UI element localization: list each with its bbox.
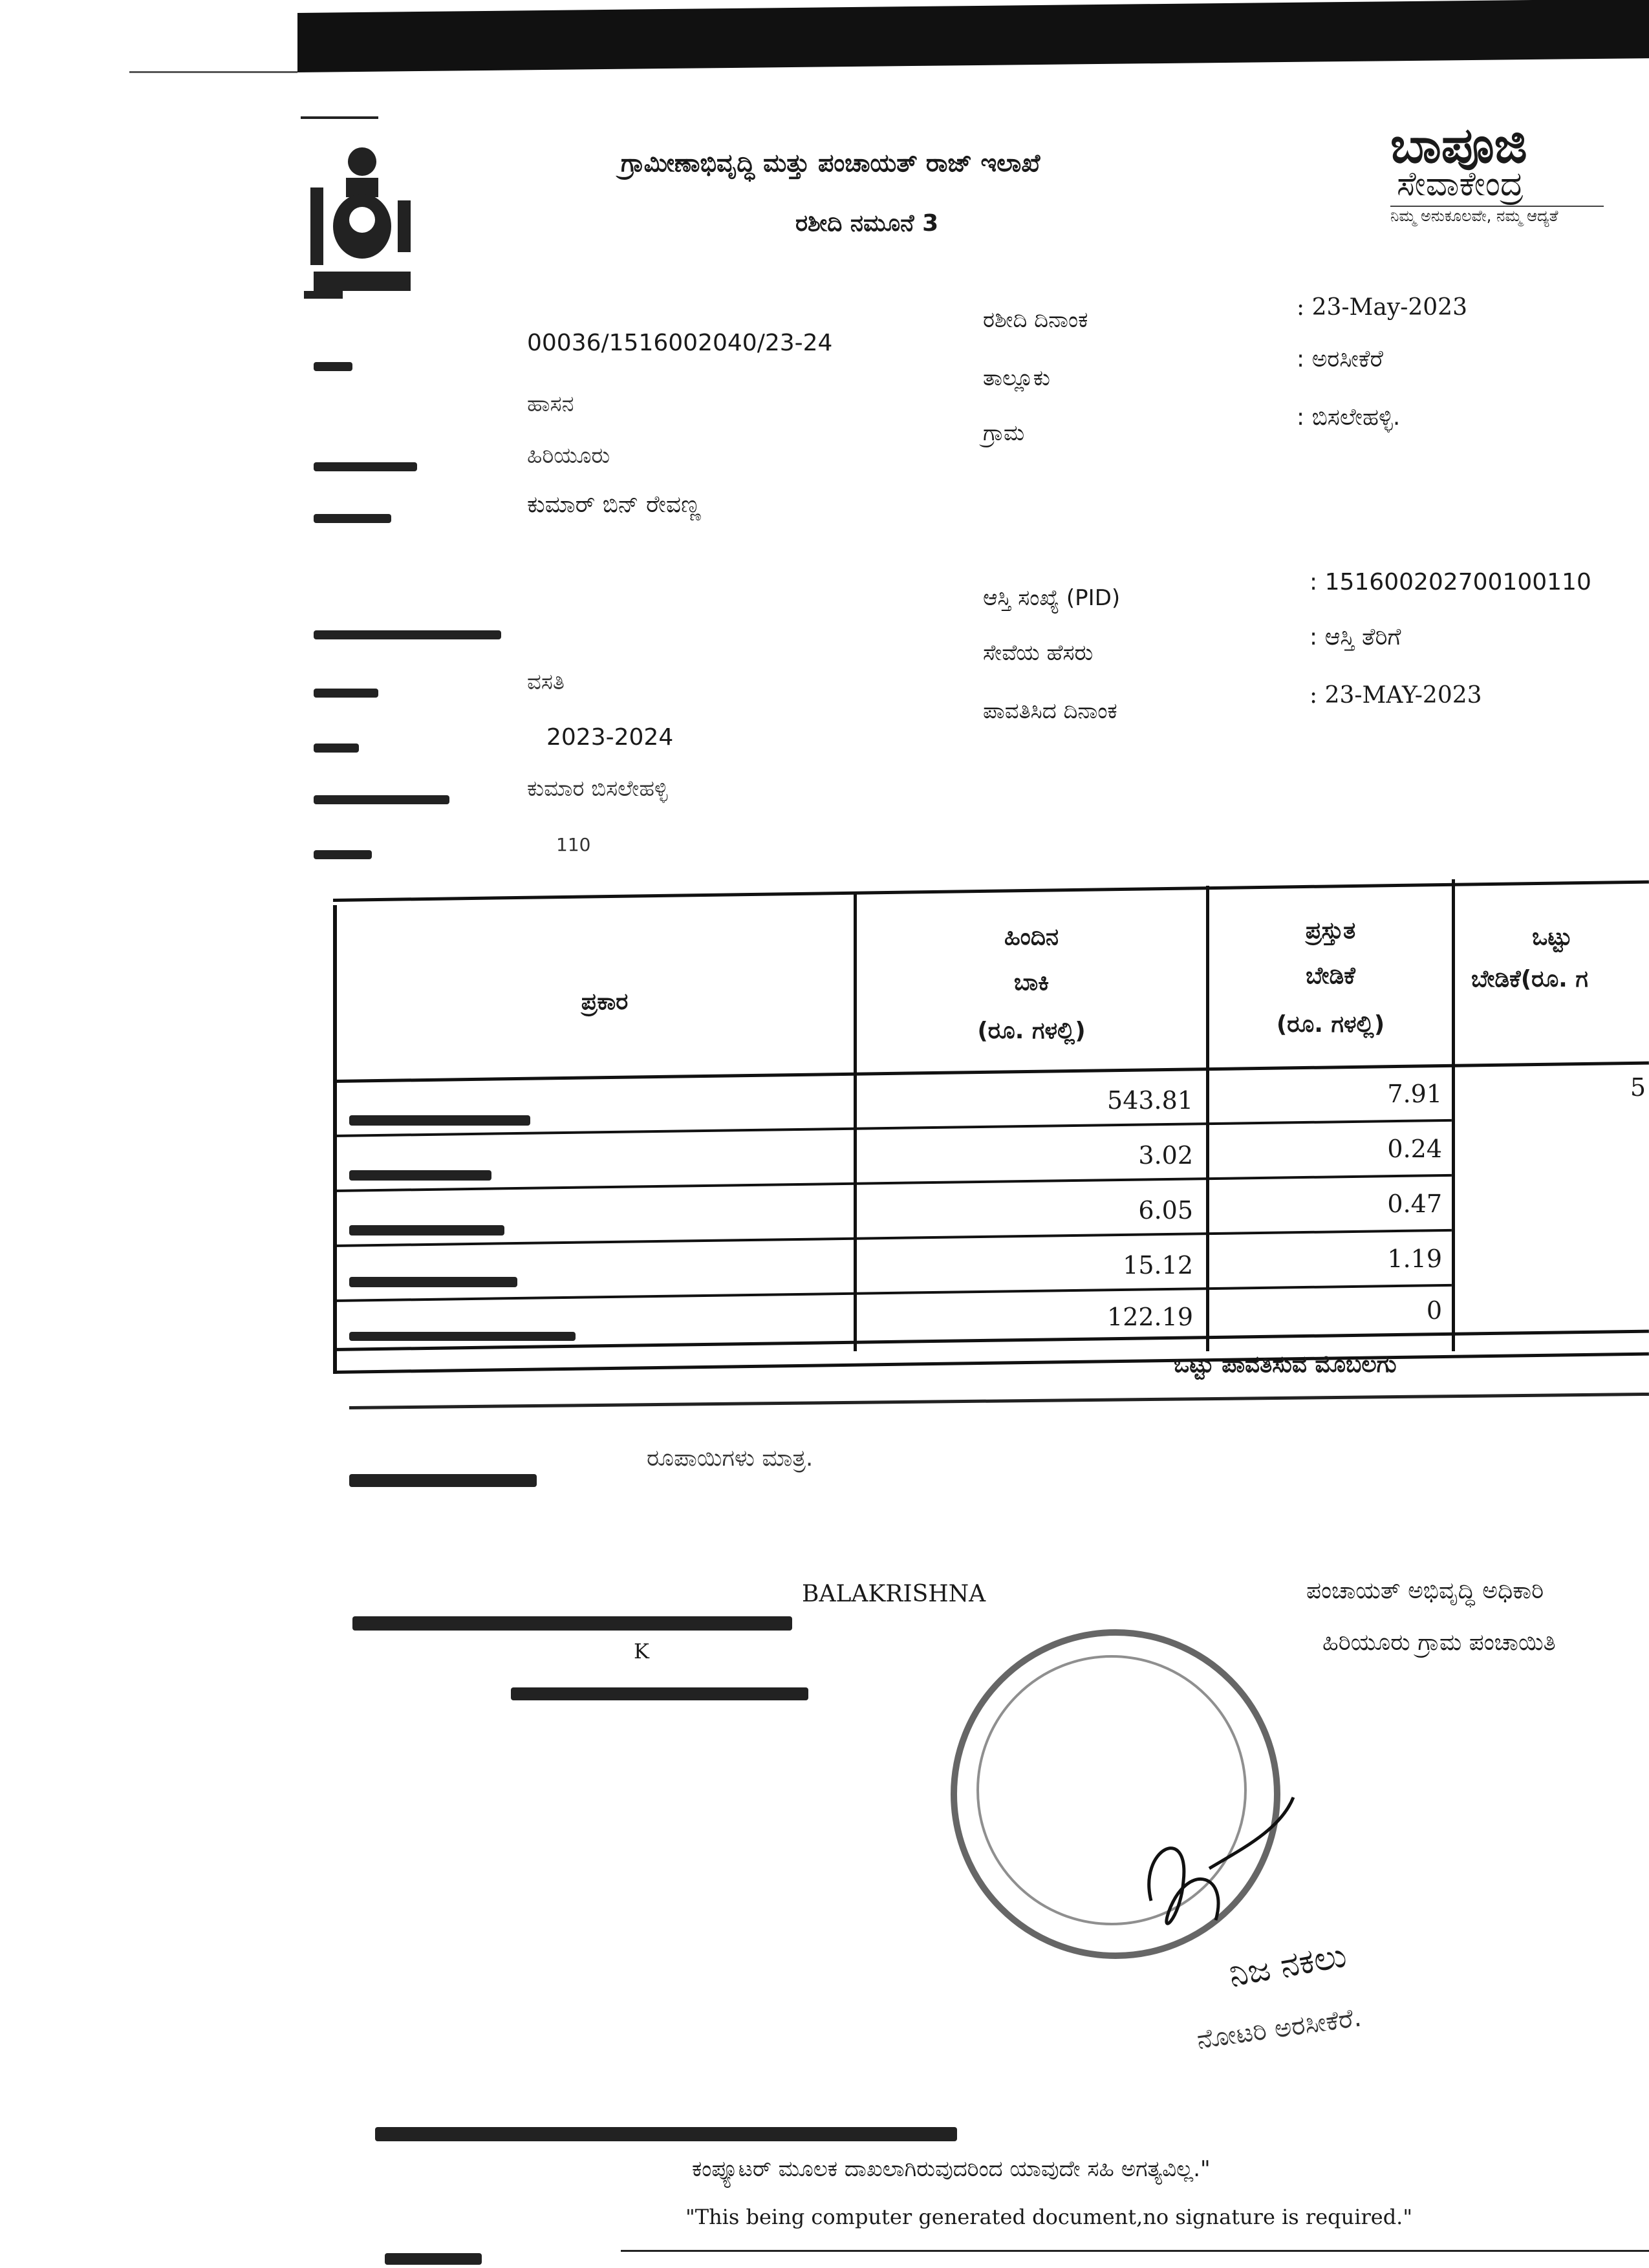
amount-label-smudge [349,1474,537,1487]
brand-subtitle: ಸೇವಾಕೇಂದ್ರ [1397,165,1524,204]
designation-smudge [511,1687,808,1700]
panchayat-value: ಹಿರಿಯೂರು [527,443,610,469]
true-copy-text: ನಿಜ ನಕಲು [1226,1936,1350,1995]
village-label: ಗ್ರಾಮ [983,420,1025,446]
brand-tagline: ನಿಮ್ಮ ಅನುಕೂಲವೇ, ನಮ್ಮ ಆದ್ಯತೆ [1390,207,1558,225]
label-smudge [314,362,352,371]
prev-due-value: 543.81 [1107,1086,1193,1115]
taluk-label: ತಾಲ್ಲೂಕು [983,365,1050,391]
receipt-date-label: ರಶೀದಿ ದಿನಾಂಕ [983,307,1088,333]
prev-due-value: 15.12 [1123,1251,1193,1279]
collector-initial: K [634,1639,649,1664]
pid-value: : 1516002027001001​10 [1310,569,1591,595]
service-label: ಸೇವೆಯ ಹೆಸರು [983,640,1094,666]
brand-name: ಬಾಪೂಜಿ [1390,116,1527,174]
address-value: ಕುಮಾರ ಬಿಸಲೇಹಳ್ಳಿ [527,776,668,802]
amount-rule [349,1393,1649,1409]
label-smudge [314,795,449,804]
department-title: ಗ್ರಾಮೀಣಾಭಿವೃದ್ಧಿ ಮತ್ತು ಪಂಚಾಯತ್ ರಾಜ್ ಇಲಾಖೆ [621,149,1040,177]
footer-kannada-note: ಕಂಪ್ಯೂಟರ್ ಮೂಲಕ ದಾಖಲಾಗಿರುವುದರಿಂದ ಯಾವುದೇ ಸಹಿ ಅಗತ್ಯವಿಲ್ಲ." [692,2156,1211,2182]
form-title: ರಶೀದಿ ನಮೂನೆ 3 [795,210,939,237]
row-label-smudge [349,1225,504,1236]
row-label-smudge [349,1115,530,1126]
payer-name: ಕುಮಾರ್ ಬಿನ್ ರೇವಣ್ಣ [527,491,701,518]
door-number: 110 [556,834,591,855]
row-label-smudge [349,1332,576,1341]
tax-table [333,879,1649,1378]
pid-label: ಆಸ್ತಿ ಸಂಖ್ಯೆ (PID) [983,585,1121,611]
footer-rule [621,2250,1649,2252]
label-smudge [314,689,378,698]
taluk-value: : ಅರಸೀಕೆರೆ [1297,346,1383,372]
col-total-header-1: ಒಟ್ಟು [1532,924,1572,950]
collector-name: BALAKRISHNA [802,1581,986,1607]
officer-title: ಪಂಚಾಯತ್ ಅಭಿವೃದ್ಧಿ ಅಧಿಕಾರಿ [1306,1578,1544,1604]
notary-text: ನೋಟರಿ ಅರಸೀಕೆರೆ. [1195,2002,1364,2055]
paid-date-label: ಪಾವತಿಸಿದ ದಿನಾಂಕ [983,698,1117,724]
col-type-header: ಪ್ರಕಾರ [581,989,629,1015]
curr-demand-value: 0 [1426,1296,1442,1325]
col-curr-header-3: (ರೂ. ಗಳಲ್ಲಿ) [1276,1011,1385,1038]
brand-underline [1390,206,1604,207]
service-value: : ಆಸ್ತಿ ತೆರಿಗೆ [1310,624,1401,650]
row-label-smudge [349,1277,517,1287]
curr-demand-value: 0.47 [1387,1190,1442,1218]
amount-in-words: ರೂಪಾಯಿಗಳು ಮಾತ್ರ. [647,1445,814,1471]
scan-edge-shadow [297,0,1649,72]
col-prev-header-2: ಬಾಕಿ [1013,969,1050,996]
total-demand-value: 5 [1630,1073,1646,1102]
paid-date: : 23-MAY-2023 [1310,682,1482,709]
prev-due-value: 3.02 [1138,1141,1193,1170]
receipt-number: 00036/1516002040/23-24 [527,330,833,356]
col-prev-header-3: (ರೂ. ಗಳಲ್ಲಿ) [977,1018,1086,1044]
row-label-smudge [349,1170,491,1181]
prev-due-value: 122.19 [1107,1303,1193,1331]
col-curr-header-2: ಬೇಡಿಕೆ [1306,963,1355,989]
top-rule [301,116,378,119]
assessment-year: 2023-2024 [546,724,674,751]
scan-edge-line [129,71,297,73]
footer-heading-smudge [375,2127,957,2141]
table-bottom-border [333,1353,1649,1374]
curr-demand-value: 7.91 [1387,1080,1442,1108]
signature [1112,1771,1306,1952]
label-smudge [314,630,501,639]
curr-demand-value: 1.19 [1387,1245,1442,1273]
property-type: ವಸತಿ [527,669,565,695]
curr-demand-value: 0.24 [1387,1135,1442,1163]
col-prev-header-1: ಹಿಂದಿನ [1004,924,1059,950]
col-curr-header-1: ಪ್ರಸ್ತುತ [1305,917,1356,944]
collector-label-smudge [352,1616,792,1631]
total-payable-label: ಒಟ್ಟು ಪಾವತಿಸುವ ಮೊಬಲಗು [1174,1351,1397,1378]
table-left-border [333,905,337,1374]
village-value: : ಬಿಸಲೇಹಳ್ಳಿ. [1297,404,1401,431]
col-total-header-2: ಬೇಡಿಕೆ(ರೂ. ಗ [1471,966,1588,992]
footer-english-note: "This being computer generated document,no signature is required." [685,2205,1413,2229]
state-emblem [301,142,424,304]
label-smudge [314,850,372,859]
label-smudge [314,514,391,523]
label-smudge [314,462,417,471]
district-value: ಹಾಸನ [527,391,574,417]
label-smudge [314,744,359,753]
footer-smudge [385,2253,482,2265]
officer-panchayat: ಹಿರಿಯೂರು ಗ್ರಾಮ ಪಂಚಾಯಿತಿ [1322,1629,1556,1656]
receipt-date: : 23-May-2023 [1297,294,1467,321]
prev-due-value: 6.05 [1138,1196,1193,1225]
